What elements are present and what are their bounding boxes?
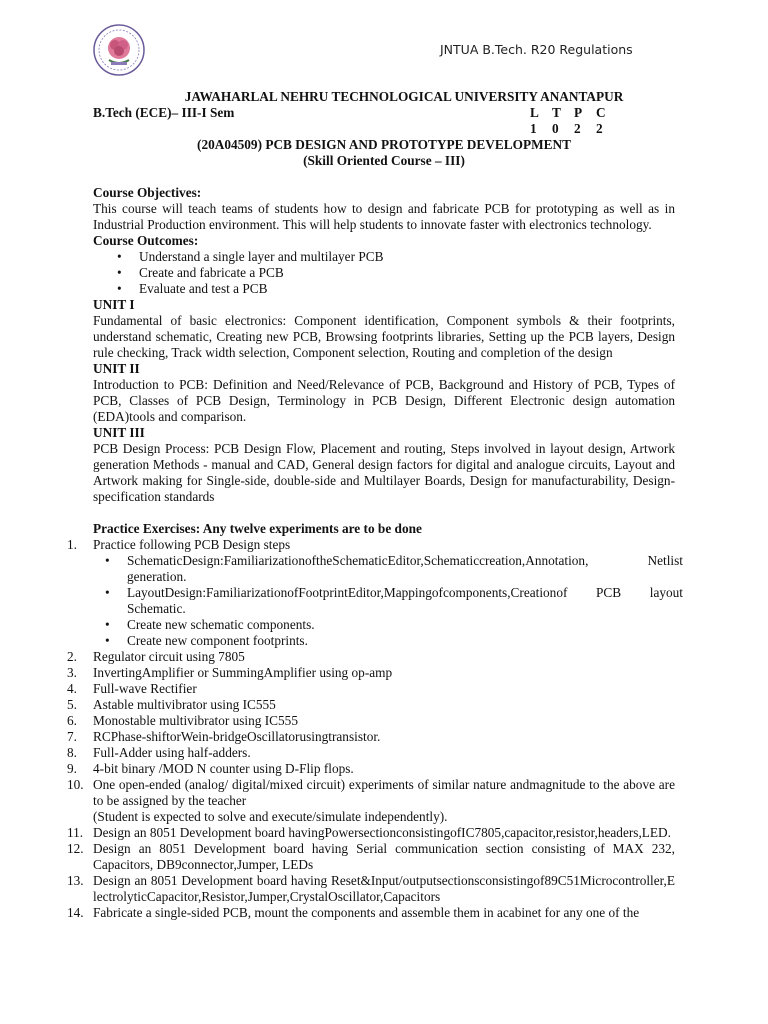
list-item: 11. Design an 8051 Development board havingPowersectionconsistingofIC7805,capacitor,resistor,headers,LED. [67,825,671,840]
outcomes-list [93,249,675,297]
unit-2-text: Introduction to PCB: Definition and Need/Relevance of PCB, Background and History of PCB, Types of PCB, Classes of PCB Design, Terminology in PCB Design, Different Electronic design automation (EDA)tools and comparison. [93,377,675,424]
syllabus-content [67,89,683,921]
regulation-header: JNTUA B.Tech. R20 Regulations [440,42,633,57]
list-item: 1. Practice following PCB Design steps • SchematicDesign:FamiliarizationoftheSchematicEditor,Schematiccreation,Annotation, Netlist generation. • LayoutDesign:FamiliarizationofFootprintEditor,Mappingofcomponents,Creationof PCB layout Schematic. • Create new schematic components. • Create new component footprints. [93,537,675,649]
unit-1-text: Fundamental of basic electronics: Component identification, Component symbols & their footprints, understand schematic, Creating new PCB, Browsing footprints libraries, Setting up the PCB layers, Design rule checking, Track width selection, Component selection, Routing and completion of the design [93,313,675,360]
semester-label: B.Tech (ECE)– III-I Sem [93,105,235,120]
course-subtitle: (Skill Oriented Course – III) [303,153,465,168]
list-item: 12. Design an 8051 Development board having Serial communication section consisting of MAX 232, Capacitors, DB9connector,Jumper, LEDs [67,841,675,872]
ltpc-values-row [93,121,675,137]
list-item: 10. One open-ended (analog/ digital/mixed circuit) experiments of similar nature andmagnitude to the above are to be assigned by the teacher (Student is expected to solve and execute/simulate independently). [67,777,675,824]
list-item: • SchematicDesign:FamiliarizationoftheSchematicEditor,Schematiccreation,Annotation, Netlist generation. [127,553,683,585]
course-title: (20A04509) PCB DESIGN AND PROTOTYPE DEVELOPMENT [197,137,571,152]
university-seal-logo [93,24,145,76]
list-item: 8. Full-Adder using half-adders. [67,745,251,760]
list-item: 4. Full-wave Rectifier [67,681,197,696]
outcomes-heading: Course Outcomes: [93,233,199,248]
sub-list [93,553,683,649]
list-item: 7. RCPhase-shiftorWein-bridgeOscillatorusingtransistor. [67,729,381,744]
unit-3-text: PCB Design Process: PCB Design Flow, Placement and routing, Steps involved in layout design, Artwork generation Methods - manual and CAD, General design factors for digital and analogue circuits, Layout and Artwork making for Single-side, double-side and Multilayer Boards, Design for manufacturability, Design-specification standards [93,441,675,504]
objectives-text: This course will teach teams of students how to design and fabricate PCB for prototyping as well as in Industrial Production environment. This will help students to innovate faster with electronics technology. [93,201,675,232]
list-item: 3. InvertingAmplifier or SummingAmplifier using op-amp [67,665,393,680]
unit-3-heading: UNIT III [93,425,145,440]
unit-1-heading: UNIT I [93,297,135,312]
objectives-heading: Course Objectives: [93,185,202,200]
list-item: • Understand a single layer and multilayer PCB [139,249,675,265]
list-item: • Create and fabricate a PCB [139,265,675,281]
university-name: JAWAHARLAL NEHRU TECHNOLOGICAL UNIVERSITY ANANTAPUR [184,89,624,104]
list-item: • Evaluate and test a PCB [139,281,675,297]
list-item: 5. Astable multivibrator using IC555 [67,697,276,712]
practice-list [67,537,683,921]
experiment-note: (Student is expected to solve and execute/simulate independently). [93,809,448,824]
ltpc-labels: L T P C [530,105,606,120]
list-item: 6. Monostable multivibrator using IC555 [67,713,298,728]
list-item: • Create new schematic components. [127,617,683,633]
list-item: • LayoutDesign:FamiliarizationofFootprintEditor,Mappingofcomponents,Creationof PCB layout Schematic. [127,585,683,617]
list-item: • Create new component footprints. [127,633,683,649]
unit-2-heading: UNIT II [93,361,140,376]
list-item: 13. Design an 8051 Development board having Reset&Input/outputsectionsconsistingof89C51Microcontroller,ElectrolyticCapacitor,Resistor,Jumper,CrystalOscillator,Capacitors [67,873,675,904]
ltpc-values: 1 0 2 2 [530,121,603,136]
semester-row [93,105,675,121]
list-item: 9. 4-bit binary /MOD N counter using D-Flip flops. [67,761,354,776]
list-item: 14. Fabricate a single-sided PCB, mount the components and assemble them in acabinet for any one of the [67,905,640,920]
list-item: 2. Regulator circuit using 7805 [67,649,245,664]
practice-heading: Practice Exercises: Any twelve experiments are to be done [93,521,422,536]
